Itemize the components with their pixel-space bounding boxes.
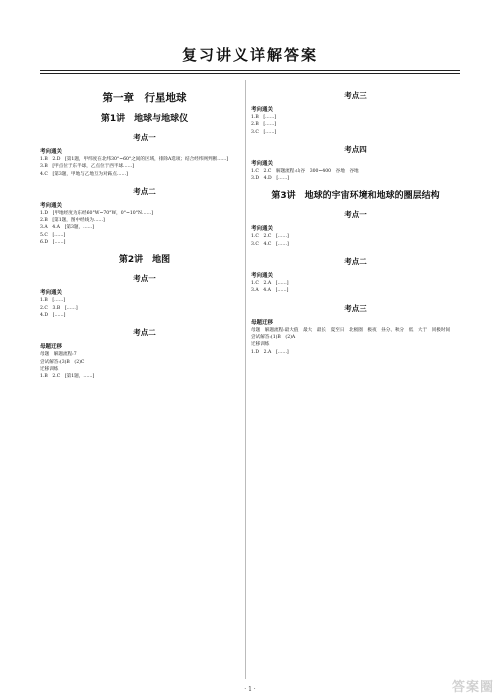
answer-paragraph: 3.A 4.A [……] — [251, 288, 289, 294]
section-heading: 考点一 — [133, 274, 156, 284]
subsection-label: 考向通关 — [40, 202, 63, 209]
subsection-label: 考向通关 — [251, 226, 274, 233]
page-title: 复习讲义详解答案 — [181, 46, 318, 64]
answer-paragraph: 1.C 2.C 解题流程:山谷 300~400 谷地 谷地 — [251, 168, 359, 174]
answer-paragraph: 4.D [……] — [40, 312, 66, 318]
subsection-label: 考向通关 — [40, 149, 63, 155]
answer-paragraph: 3.C [……] — [251, 129, 277, 135]
answer-paragraph: 尝试解答:(1)B (2)A — [251, 334, 296, 340]
answer-paragraph: 3.C 4.C [……] — [251, 241, 289, 247]
subsection-label: 考向通关 — [251, 160, 274, 167]
answer-paragraph: 5.C [……] — [40, 232, 66, 238]
answer-paragraph: 母题 解题流程:最大值 最大 最长 夏至日 北极圈 极夜 昼分、秋分 低 大于 同极时间 — [251, 327, 451, 333]
answer-paragraph: 3.D 4.D [……] — [251, 176, 290, 182]
answer-paragraph: 迁移训练 — [40, 366, 59, 372]
section-heading: 考点二 — [344, 257, 367, 267]
answer-paragraph: 1.B 2.C [第1题，……] — [40, 374, 95, 380]
answer-paragraph: 2.B [第1题，图中经线为……] — [40, 218, 105, 224]
answer-paragraph: 2.C 3.B [……] — [40, 305, 78, 311]
subsection-label: 母题迁移 — [251, 319, 274, 326]
answer-paragraph: 3.A 4.A [第3题，……] — [40, 225, 95, 231]
answer-paragraph: 1.C 2.A [……] — [251, 281, 289, 287]
answer-paragraph: 1.B [……] — [251, 115, 277, 120]
subsection-label: 考向通关 — [251, 107, 274, 113]
section-heading: 考点二 — [133, 328, 156, 338]
section-heading: 考点一 — [344, 210, 367, 220]
answer-paragraph: 1.B [……] — [40, 298, 66, 304]
chapter-heading: 第一章 行星地球 — [102, 92, 187, 104]
subsection-label: 考向通关 — [251, 273, 274, 280]
answer-paragraph: 1.D [甲地经度为东经60°W~70°W，0°~10°N……] — [40, 210, 153, 216]
lecture-heading: 第3讲 地球的宇宙环境和地球的圈层结构 — [271, 191, 440, 202]
subsection-label: 考向通关 — [40, 290, 63, 297]
answer-paragraph: 3.B [甲点位于东半球，乙点位于西半球……] — [40, 164, 135, 170]
subsection-label: 母题迁移 — [40, 344, 63, 351]
lecture-heading: 第1讲 地球与地球仪 — [100, 114, 189, 124]
lecture-heading: 第2讲 地图 — [118, 255, 171, 266]
answer-paragraph: 尝试解答:(3)B (2)C — [40, 359, 85, 365]
answer-paragraph: 6.D [……] — [40, 240, 66, 246]
section-heading: 考点三 — [344, 91, 367, 100]
page-number: · 1 · — [244, 686, 256, 693]
section-heading: 考点二 — [133, 186, 156, 196]
right-column — [251, 82, 460, 683]
section-heading: 考点一 — [133, 133, 156, 142]
answer-paragraph: 1.B 2.D [第1题，甲纬度在北纬30°~60°之间的区域，排除A选项；结合经纬网判断……] — [40, 157, 229, 162]
answer-paragraph: 母题 解题流程:7 — [40, 352, 77, 358]
section-heading: 考点三 — [344, 303, 367, 313]
section-heading: 考点四 — [344, 144, 367, 154]
answer-paragraph: 4.C [第3题，甲地与乙地互为对跖点……] — [40, 171, 128, 177]
watermark-logo: 答案圈 — [451, 680, 494, 695]
left-column — [40, 82, 249, 683]
title-rule-bottom — [40, 73, 460, 74]
answer-paragraph: 1.D 2.A [……] — [251, 349, 289, 355]
answer-paragraph: 迁移训练 — [251, 342, 270, 348]
title-rule-top — [40, 70, 460, 71]
answer-paragraph: 1.C 2.C [……] — [251, 234, 289, 240]
answer-paragraph: 2.B [……] — [251, 122, 277, 128]
